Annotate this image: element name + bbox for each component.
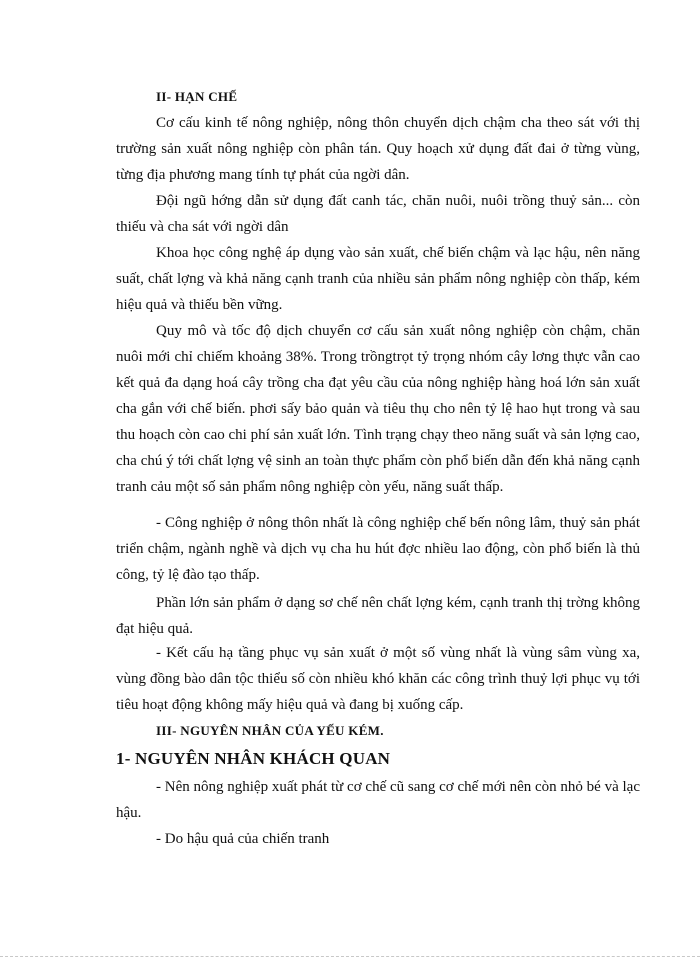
paragraph-8: - Nên nông nghiệp xuất phát từ cơ chế cũ sang cơ chế mới nên còn nhỏ bé và lạc hậu.: [116, 779, 640, 821]
paragraph-5: - Công nghiệp ở nông thôn nhất là công nghiệp chế bến nông lâm, thuỷ sản phát triển chậm, ngành nghề và dịch vụ cha hu hút đợc nhiều lao động, còn phổ biến là thủ công, tỷ lệ đào tạo thấp.: [116, 515, 640, 583]
paragraph-7: - Kết cấu hạ tầng phục vụ sản xuất ở một số vùng nhất là vùng sâm vùng xa, vùng đồng bào dân tộc thiểu số còn nhiều khó khăn các công trình thuỷ lợi phục vụ tới tiêu hoạt động không mấy hiệu quả và đang bị xuống cấp.: [116, 645, 640, 713]
paragraph-9: - Do hậu quả của chiến tranh: [156, 831, 330, 847]
page-bottom-divider: [0, 956, 700, 957]
paragraph-1: Cơ cấu kinh tế nông nghiệp, nông thôn chuyển dịch chậm cha theo sát với thị trường sản xuất nông nghiệp còn phân tán. Quy hoạch xử dụng đất đai ở từng vùng, từng địa phương mang tính tự phát của ngời dân.: [116, 115, 640, 183]
paragraph-6: Phần lớn sản phẩm ở dạng sơ chế nên chất lợng kém, cạnh tranh thị trờng không đạt hiệu quả.: [116, 595, 640, 637]
paragraph-3: Khoa học công nghệ áp dụng vào sản xuất, chế biến chậm và lạc hậu, nên năng suất, chất lợng và khả năng cạnh tranh của nhiều sản phẩm nông nghiệp còn thấp, kém hiệu quả và thiếu bền vững.: [116, 245, 640, 313]
paragraph-4: Quy mô và tốc độ dịch chuyển cơ cấu sản xuất nông nghiệp còn chậm, chăn nuôi mới chỉ chiếm khoảng 38%. Trong trồngtrọt tỷ trọng nhóm cây lơng thực vẫn cao kết quả đa dạng hoá cây trồng cha đạt yêu cầu của nông nghiệp hàng hoá lớn sản xuất cha gắn với chế biến. phơi sấy bảo quản và tiêu thụ cho nên tỷ lệ hao hụt trong và sau thu hoạch còn cao chi phí sản xuất lớn. Tình trạng chạy theo năng suất và sản lợng cao, cha chú ý tới chất lợng vệ sinh an toàn thực phẩm còn phổ biến dẫn đến khả năng cạnh tranh cảu một số sản phẩm nông nghiệp còn yếu, năng suất thấp.: [116, 323, 640, 495]
paragraph-2: Đội ngũ hớng dẫn sử dụng đất canh tác, chăn nuôi, nuôi trồng thuỷ sản... còn thiếu và cha sát với ngời dân: [116, 193, 640, 235]
heading-han-che: II- HẠN CHẾ: [156, 89, 238, 104]
heading-khach-quan: 1- NGUYÊN NHÂN KHÁCH QUAN: [116, 749, 391, 768]
heading-nguyen-nhan: III- NGUYÊN NHÂN CỦA YẾU KÉM.: [156, 723, 384, 738]
